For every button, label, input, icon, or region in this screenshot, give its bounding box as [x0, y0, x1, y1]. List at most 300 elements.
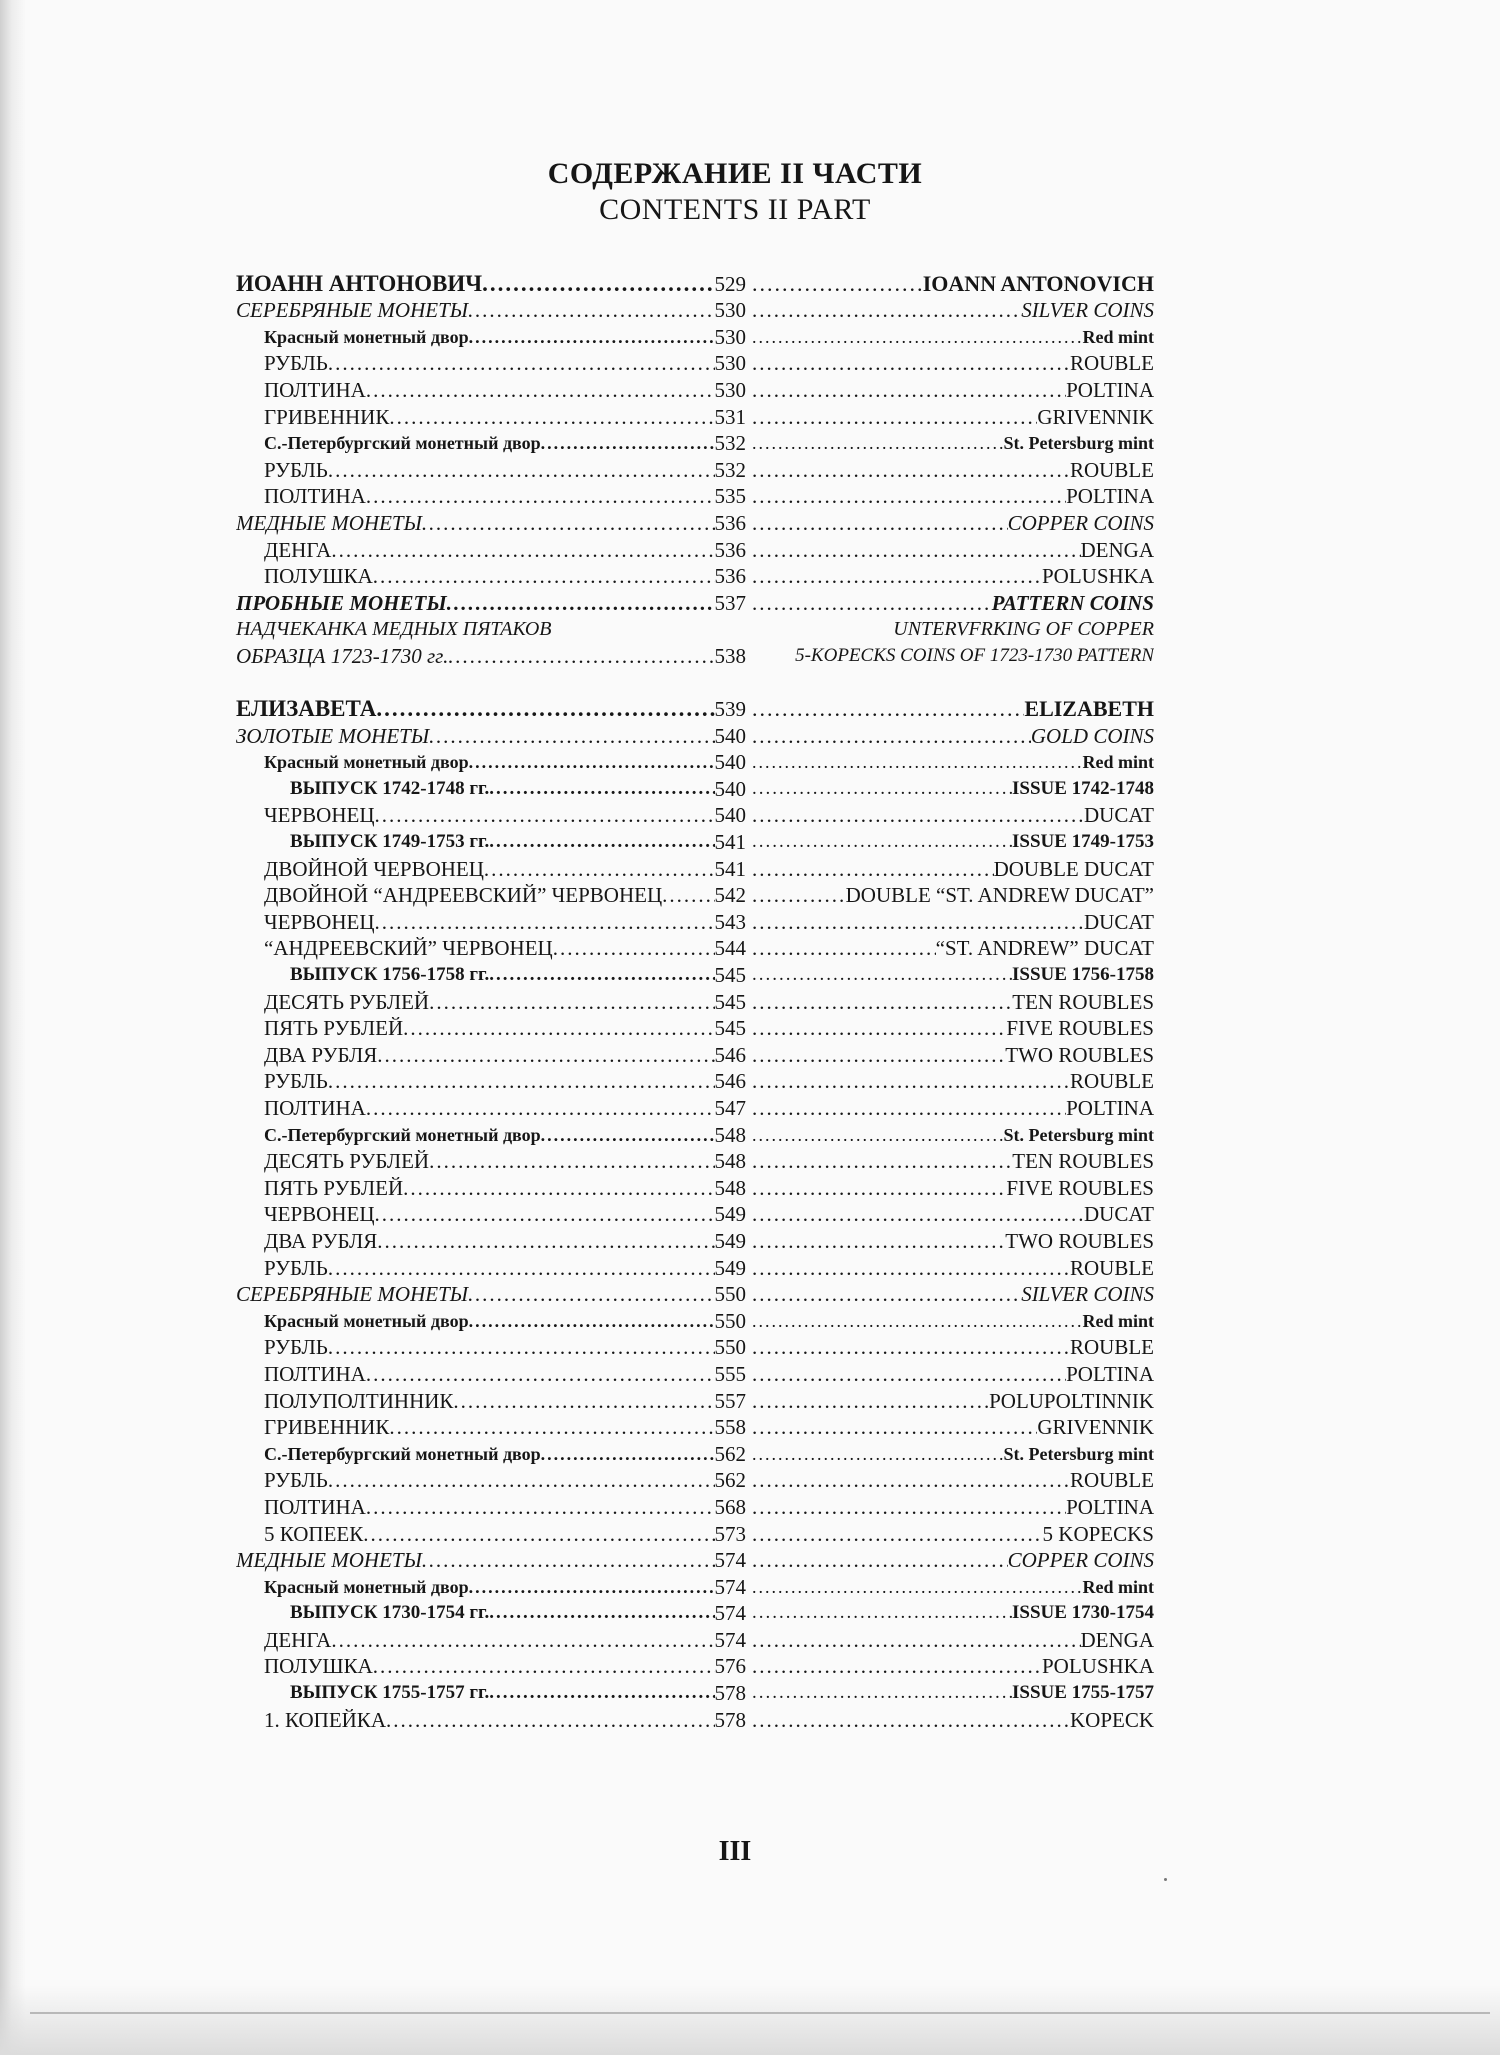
- toc-page-number: 548: [714, 1122, 746, 1147]
- dot-leader: [328, 1467, 715, 1493]
- dot-leader: [746, 802, 1084, 828]
- toc-row: [236, 1254, 1154, 1281]
- toc-row: [236, 1573, 1154, 1600]
- toc-page-number: 576: [714, 1654, 746, 1679]
- toc-entry-ru: ВЫПУСК 1742-1748 гг.: [290, 777, 490, 799]
- dot-leader: [746, 1653, 1042, 1679]
- toc-entry-ru: ВЫПУСК 1749-1753 гг.: [290, 831, 490, 853]
- dot-leader: [746, 483, 1066, 509]
- title-russian: СОДЕРЖАНИЕ II ЧАСТИ: [547, 157, 923, 190]
- toc-entry-en: ROUBLE: [1070, 1255, 1154, 1280]
- page-binding-shadow: [0, 0, 26, 2055]
- dot-leader: [366, 1095, 715, 1121]
- toc-entry-en: ROUBLE: [1070, 1335, 1154, 1360]
- toc-entry-en: ROUBLE: [1070, 457, 1154, 482]
- toc-entry-ru: ПОЛТИНА: [264, 484, 366, 509]
- dot-leader: [489, 1680, 714, 1706]
- toc-entry-en: SILVER COINS: [1021, 1282, 1154, 1307]
- dot-leader: [746, 882, 846, 908]
- dot-leader: [447, 590, 715, 616]
- toc-page-number: 536: [714, 537, 746, 562]
- toc-entry-ru: МЕДНЫЕ МОНЕТЫ: [236, 1548, 422, 1573]
- toc-entry-en: SILVER COINS: [1021, 298, 1154, 323]
- toc-entry-en: 5-KOPECKS COINS OF 1723-1730 PATTERN: [795, 644, 1154, 666]
- toc-entry-ru: ДЕНГА: [264, 537, 332, 562]
- toc-row: [236, 775, 1154, 802]
- toc-page-number: 541: [714, 856, 746, 881]
- toc-row: [236, 1414, 1154, 1441]
- toc-entry-en: ISSUE 1755-1757: [1012, 1682, 1154, 1704]
- dot-leader: [389, 1414, 714, 1440]
- toc-entry-ru: ВЫПУСК 1755-1757 гг.: [290, 1682, 490, 1704]
- toc-page-number: 544: [714, 936, 746, 961]
- toc-row: [236, 1094, 1154, 1121]
- dot-leader: [375, 1201, 715, 1227]
- toc-entry-en: UNTERVFRKING OF COPPER: [893, 617, 1154, 640]
- dot-leader: [746, 1122, 1004, 1148]
- toc-page-number: 535: [714, 484, 746, 509]
- dot-leader: [746, 1015, 1006, 1041]
- toc-entry-ru: ДЕСЯТЬ РУБЛЕЙ: [264, 989, 430, 1014]
- toc-row: [236, 1547, 1154, 1574]
- toc-entry-ru: ЕЛИЗАВЕТА: [236, 696, 377, 722]
- dot-leader: [468, 297, 714, 323]
- dot-leader: [746, 404, 1037, 430]
- toc-entry-en: St. Petersburg mint: [1003, 1124, 1154, 1145]
- toc-entry-ru: ПОЛУШКА: [264, 564, 373, 589]
- toc-entry-en: DOUBLE “ST. ANDREW DUCAT”: [845, 883, 1154, 908]
- dot-leader: [328, 350, 715, 376]
- toc-page-number: 543: [714, 909, 746, 934]
- toc-row: [236, 350, 1154, 377]
- dot-leader: [746, 1494, 1066, 1520]
- toc-row: [236, 1227, 1154, 1254]
- dot-leader: [746, 1068, 1070, 1094]
- dot-leader: [541, 1441, 715, 1467]
- toc-row: [236, 1387, 1154, 1414]
- toc-entry-en: St. Petersburg mint: [1003, 433, 1154, 454]
- toc-row: [236, 1041, 1154, 1068]
- toc-row: [236, 509, 1154, 536]
- toc-entry-ru: ВЫПУСК 1730-1754 гг.: [290, 1602, 490, 1624]
- toc-entry-ru: С.-Петербургский монетный двор: [264, 1443, 541, 1464]
- toc-entry-en: IOANN ANTONOVICH: [922, 270, 1154, 296]
- dot-leader: [746, 1467, 1070, 1493]
- dot-leader: [746, 1228, 1005, 1254]
- toc-entry-ru: ПОЛТИНА: [264, 1361, 366, 1386]
- toc-entry-en: FIVE ROUBLES: [1006, 1175, 1154, 1200]
- toc-row: [236, 1706, 1154, 1733]
- dot-leader: [375, 909, 715, 935]
- dot-leader: [328, 1255, 715, 1281]
- toc-entry-en: Red mint: [1082, 326, 1154, 347]
- toc-row: [236, 802, 1154, 829]
- dot-leader: [403, 1015, 714, 1041]
- toc-entry-ru: ОБРАЗЦА 1723-1730 гг.: [236, 643, 449, 668]
- toc-entry-ru: Красный монетный двор: [264, 326, 469, 347]
- toc-row: [236, 642, 1154, 669]
- toc-page-number: 555: [714, 1361, 746, 1386]
- toc-entry-en: DENGA: [1080, 1627, 1154, 1652]
- toc-row: [236, 1467, 1154, 1494]
- toc-entry-ru: Красный монетный двор: [264, 752, 469, 773]
- toc-page-number: 573: [714, 1521, 746, 1546]
- dot-leader: [746, 537, 1081, 563]
- toc-page-number: 578: [714, 1681, 746, 1706]
- toc-entry-ru: ГРИВЕННИК: [264, 1415, 390, 1440]
- dot-leader: [662, 882, 714, 908]
- dot-leader: [746, 749, 1083, 775]
- dot-leader: [422, 1547, 715, 1573]
- toc-entry-ru: С.-Петербургский монетный двор: [264, 1124, 541, 1145]
- toc-page-number: 530: [714, 298, 746, 323]
- dot-leader: [541, 1122, 715, 1148]
- toc-row: [236, 882, 1154, 909]
- toc-page-number: 547: [714, 1096, 746, 1120]
- dot-leader: [746, 776, 1012, 802]
- toc-entry-en: Red mint: [1082, 1310, 1154, 1331]
- toc-entry-en: TEN ROUBLES: [1012, 1149, 1154, 1174]
- toc-page-number: 529: [714, 271, 746, 296]
- toc-entry-en: GRIVENNIK: [1037, 404, 1154, 429]
- dot-leader: [366, 1494, 715, 1520]
- dot-leader: [746, 1574, 1083, 1600]
- toc-entry-en: POLTINA: [1066, 1494, 1154, 1519]
- toc-row: [236, 1600, 1154, 1627]
- toc-entry-ru: ДВА РУБЛЯ: [264, 1228, 378, 1253]
- dot-leader: [469, 1574, 715, 1600]
- dot-leader: [376, 696, 714, 722]
- toc-page-number: 558: [714, 1415, 746, 1440]
- toc-page-number: 550: [714, 1335, 746, 1360]
- toc-entry-en: POLUSHKA: [1041, 564, 1154, 589]
- toc-entry-en: Red mint: [1082, 1576, 1154, 1597]
- toc-row: [236, 376, 1154, 403]
- toc-entry-ru: РУБЛЬ: [264, 1255, 328, 1280]
- dot-leader: [489, 776, 714, 802]
- dot-leader: [469, 749, 715, 775]
- dot-leader: [328, 457, 715, 483]
- dot-leader: [746, 909, 1084, 935]
- dot-leader: [377, 1042, 714, 1068]
- toc-entry-ru: СЕРЕБРЯНЫЕ МОНЕТЫ: [236, 1282, 469, 1307]
- toc-page-number: 530: [714, 324, 746, 349]
- toc-entry-ru: “АНДРЕЕВСКИЙ” ЧЕРВОНЕЦ: [264, 936, 553, 961]
- dot-leader: [746, 1148, 1012, 1174]
- dot-leader: [377, 1228, 714, 1254]
- toc-entry-ru: ВЫПУСК 1756-1758 гг.: [290, 964, 490, 986]
- toc-entry-en: FIVE ROUBLES: [1006, 1016, 1154, 1041]
- toc-row: [236, 616, 1154, 643]
- dot-leader: [746, 1361, 1066, 1387]
- dot-leader: [746, 1547, 1008, 1573]
- dot-leader: [746, 1201, 1084, 1227]
- toc-row: [236, 1148, 1154, 1175]
- toc-row: [236, 1679, 1154, 1706]
- toc-row: [236, 1174, 1154, 1201]
- toc-row: [236, 1440, 1154, 1467]
- dot-leader: [328, 1068, 715, 1094]
- dot-leader: [746, 350, 1070, 376]
- page-edge-line: [30, 2012, 1490, 2014]
- toc-entry-ru: ПОЛТИНА: [264, 1096, 366, 1120]
- toc-entry-ru: ЧЕРВОНЕЦ: [264, 909, 375, 934]
- toc-row: [236, 589, 1154, 616]
- dot-leader: [746, 1521, 1043, 1547]
- toc-entry-en: ROUBLE: [1070, 351, 1154, 376]
- toc-page-number: 568: [714, 1494, 746, 1519]
- dot-leader: [746, 590, 992, 616]
- dot-leader: [746, 829, 1012, 855]
- toc-page-number: 545: [714, 1016, 746, 1041]
- dot-leader: [746, 1334, 1070, 1360]
- page-number: III: [718, 1836, 752, 1867]
- toc-entry-ru: ПОЛТИНА: [264, 1494, 366, 1519]
- toc-entry-ru: ДЕНГА: [264, 1627, 332, 1652]
- dot-leader: [746, 297, 1021, 323]
- dot-leader: [331, 537, 714, 563]
- toc-row: [236, 403, 1154, 430]
- toc-entry-ru: НАДЧЕКАНКА МЕДНЫХ ПЯТАКОВ: [236, 617, 552, 640]
- toc-row: [236, 855, 1154, 882]
- dot-leader: [403, 1175, 714, 1201]
- toc-entry-en: DOUBLE DUCAT: [993, 856, 1154, 881]
- dot-leader: [746, 696, 1024, 722]
- dot-leader: [746, 1281, 1021, 1307]
- toc-page-number: 562: [714, 1468, 746, 1493]
- toc-row: [236, 323, 1154, 350]
- dot-leader: [746, 1388, 989, 1414]
- toc-entry-en: TWO ROUBLES: [1005, 1042, 1154, 1067]
- toc-row: [236, 1493, 1154, 1520]
- dot-leader: [746, 430, 1004, 456]
- toc-row: [236, 536, 1154, 563]
- toc-entry-en: DUCAT: [1083, 909, 1154, 934]
- toc-page-number: 545: [714, 989, 746, 1014]
- toc-entry-en: DENGA: [1080, 537, 1154, 562]
- toc-row: [236, 828, 1154, 855]
- dot-leader: [328, 1334, 715, 1360]
- toc-row: [236, 1520, 1154, 1547]
- toc-entry-ru: ПОЛУШКА: [264, 1654, 373, 1679]
- toc-entry-en: DUCAT: [1083, 803, 1154, 828]
- toc-entry-en: COPPER COINS: [1007, 510, 1154, 535]
- dot-leader: [746, 1414, 1037, 1440]
- toc-entry-en: POLTINA: [1066, 1361, 1154, 1386]
- dot-leader: [373, 563, 715, 589]
- dot-leader: [373, 1653, 715, 1679]
- toc-entry-en: ISSUE 1756-1758: [1012, 964, 1154, 986]
- toc-page-number: 550: [714, 1282, 746, 1307]
- toc-page-number: 536: [714, 564, 746, 589]
- toc-entry-ru: ЧЕРВОНЕЦ: [264, 1202, 375, 1227]
- dot-leader: [389, 404, 714, 430]
- toc-page-number: 578: [714, 1707, 746, 1732]
- toc-entry-en: POLUPOLTINNIK: [989, 1388, 1154, 1413]
- dot-leader: [746, 989, 1012, 1015]
- toc-row: [236, 696, 1154, 723]
- toc-entry-ru: ДЕСЯТЬ РУБЛЕЙ: [264, 1149, 430, 1174]
- toc-page-number: 546: [714, 1069, 746, 1094]
- toc-entry-en: GOLD COINS: [1030, 723, 1154, 748]
- toc-entry-en: “ST. ANDREW” DUCAT: [935, 936, 1154, 961]
- toc-row: [236, 270, 1154, 297]
- toc-page-number: 532: [714, 457, 746, 482]
- toc-row: [236, 669, 1154, 696]
- dot-leader: [366, 1361, 715, 1387]
- toc-entry-en: Red mint: [1082, 752, 1154, 773]
- toc-page-number: 574: [714, 1627, 746, 1652]
- dot-leader: [429, 1148, 714, 1174]
- toc-row: [236, 961, 1154, 988]
- toc-page-number: 549: [714, 1255, 746, 1280]
- toc-page-number: 540: [714, 750, 746, 775]
- toc-entry-en: POLTINA: [1066, 1096, 1154, 1120]
- toc-page-number: 562: [714, 1441, 746, 1466]
- dot-leader: [489, 829, 714, 855]
- toc-row: [236, 1626, 1154, 1653]
- dot-leader: [363, 1521, 714, 1547]
- toc-entry-ru: ПРОБНЫЕ МОНЕТЫ: [236, 590, 447, 615]
- toc-row: [236, 1360, 1154, 1387]
- toc-entry-en: POLTINA: [1066, 484, 1154, 509]
- toc-entry-en: ISSUE 1742-1748: [1012, 777, 1154, 799]
- toc-row: [236, 483, 1154, 510]
- title-english: CONTENTS II PART: [599, 193, 871, 226]
- toc-page-number: 548: [714, 1149, 746, 1174]
- dot-leader: [386, 1707, 715, 1733]
- toc-page-number: 537: [714, 590, 746, 615]
- toc-entry-en: KOPECK: [1069, 1707, 1154, 1732]
- dot-leader: [746, 510, 1008, 536]
- dot-leader: [469, 1308, 715, 1334]
- toc-page-number: 545: [714, 963, 746, 988]
- toc-row: [236, 908, 1154, 935]
- table-of-contents: [236, 270, 1154, 1733]
- toc-row: [236, 1307, 1154, 1334]
- toc-entry-ru: ЗОЛОТЫЕ МОНЕТЫ: [236, 723, 430, 748]
- toc-row: [236, 1334, 1154, 1361]
- contents-heading: [0, 156, 1470, 228]
- toc-page-number: 536: [714, 510, 746, 535]
- dot-leader: [746, 1441, 1004, 1467]
- dot-leader: [489, 962, 714, 988]
- dot-leader: [366, 377, 715, 403]
- dot-leader: [746, 723, 1031, 749]
- toc-row: [236, 563, 1154, 590]
- toc-row: [236, 935, 1154, 962]
- toc-entry-ru: ДВОЙНОЙ ЧЕРВОНЕЦ: [264, 856, 484, 881]
- toc-entry-ru: ДВА РУБЛЯ: [264, 1042, 378, 1067]
- toc-entry-en: TWO ROUBLES: [1005, 1228, 1154, 1253]
- toc-page-number: 549: [714, 1202, 746, 1227]
- toc-page-number: 546: [714, 1042, 746, 1067]
- toc-page-number: 548: [714, 1175, 746, 1200]
- toc-page-number: 531: [714, 404, 746, 429]
- dot-leader: [746, 1255, 1070, 1281]
- toc-entry-ru: РУБЛЬ: [264, 1335, 328, 1360]
- toc-page-number: 542: [714, 883, 746, 908]
- toc-entry-en: ROUBLE: [1070, 1468, 1154, 1493]
- toc-entry-ru: С.-Петербургский монетный двор: [264, 433, 541, 454]
- toc-entry-en: St. Petersburg mint: [1003, 1443, 1154, 1464]
- dot-leader: [484, 856, 715, 882]
- page-bottom-shadow: [0, 1985, 1500, 2055]
- dot-leader: [746, 324, 1083, 350]
- dot-leader: [746, 563, 1042, 589]
- paper-speck: [1164, 1878, 1167, 1881]
- dot-leader: [746, 962, 1012, 988]
- toc-row: [236, 1068, 1154, 1095]
- toc-page-number: 530: [714, 377, 746, 402]
- dot-leader: [375, 802, 715, 828]
- toc-page-number: 540: [714, 803, 746, 828]
- toc-entry-en: GRIVENNIK: [1037, 1415, 1154, 1440]
- toc-page-number: 574: [714, 1548, 746, 1573]
- toc-entry-ru: Красный монетный двор: [264, 1576, 469, 1597]
- dot-leader: [448, 643, 714, 669]
- toc-entry-ru: МЕДНЫЕ МОНЕТЫ: [236, 510, 422, 535]
- toc-page-number: 574: [714, 1574, 746, 1599]
- toc-row: [236, 430, 1154, 457]
- toc-entry-ru: ИОАНН АНТОНОВИЧ: [236, 270, 483, 296]
- toc-entry-en: COPPER COINS: [1007, 1548, 1154, 1573]
- toc-page-number: 538: [714, 643, 746, 668]
- dot-leader: [489, 1600, 714, 1626]
- toc-page-number: 540: [714, 723, 746, 748]
- dot-leader: [746, 935, 936, 961]
- toc-page-number: 532: [714, 431, 746, 456]
- toc-page-number: 550: [714, 1308, 746, 1333]
- toc-entry-en: ROUBLE: [1070, 1069, 1154, 1094]
- toc-entry-ru: 5 КОПЕЕК: [264, 1521, 364, 1546]
- dot-leader: [746, 856, 994, 882]
- toc-entry-en: ISSUE 1730-1754: [1012, 1602, 1154, 1624]
- dot-leader: [541, 430, 715, 456]
- dot-leader: [746, 457, 1070, 483]
- toc-row: [236, 1653, 1154, 1680]
- dot-leader: [746, 1680, 1012, 1706]
- toc-entry-ru: ДВОЙНОЙ “АНДРЕЕВСКИЙ” ЧЕРВОНЕЦ: [264, 883, 663, 908]
- toc-entry-ru: РУБЛЬ: [264, 1468, 328, 1493]
- toc-page-number: 557: [714, 1388, 746, 1413]
- dot-leader: [746, 1308, 1083, 1334]
- dot-leader: [331, 1627, 714, 1653]
- toc-entry-ru: РУБЛЬ: [264, 1069, 328, 1094]
- dot-leader: [469, 324, 715, 350]
- toc-entry-ru: ЧЕРВОНЕЦ: [264, 803, 375, 828]
- dot-leader: [746, 1175, 1006, 1201]
- dot-leader: [746, 1707, 1070, 1733]
- toc-row: [236, 1121, 1154, 1148]
- toc-entry-en: PATTERN COINS: [991, 590, 1154, 615]
- toc-entry-en: POLTINA: [1066, 377, 1154, 402]
- toc-row: [236, 1281, 1154, 1308]
- toc-row: [236, 1015, 1154, 1042]
- dot-leader: [468, 1281, 714, 1307]
- toc-entry-ru: ПЯТЬ РУБЛЕЙ: [264, 1175, 404, 1200]
- toc-row: [236, 988, 1154, 1015]
- toc-entry-ru: ПОЛТИНА: [264, 377, 366, 402]
- toc-row: [236, 456, 1154, 483]
- dot-leader: [746, 1095, 1066, 1121]
- toc-entry-ru: Красный монетный двор: [264, 1310, 469, 1331]
- toc-entry-en: 5 KOPECKS: [1042, 1521, 1154, 1546]
- dot-leader: [746, 1042, 1005, 1068]
- dot-leader: [746, 1627, 1081, 1653]
- dot-leader: [429, 723, 714, 749]
- toc-entry-ru: ГРИВЕННИК: [264, 404, 390, 429]
